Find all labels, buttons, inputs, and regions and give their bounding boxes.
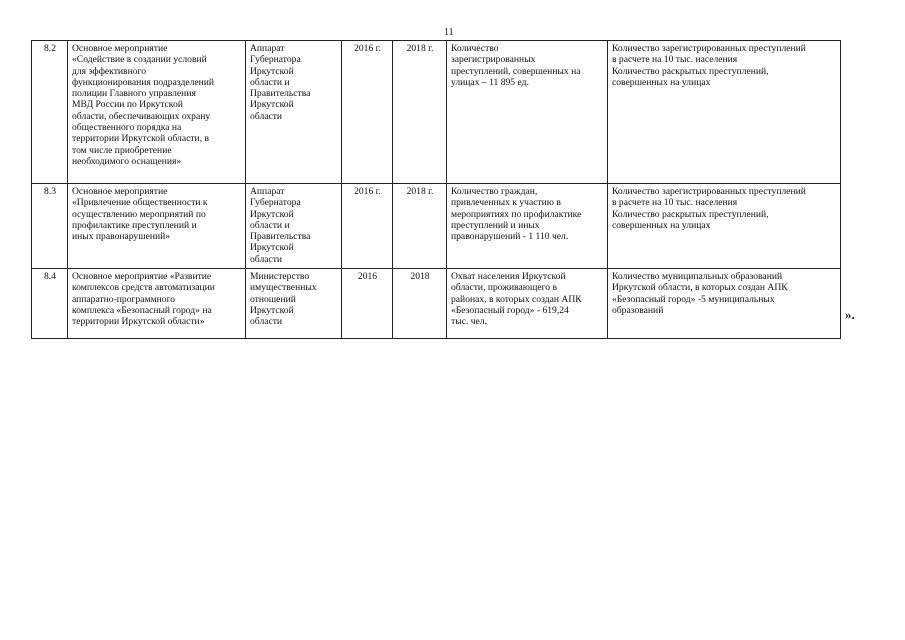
row-number: 8.4: [32, 269, 68, 339]
table-row: [32, 41, 841, 184]
expected-result: Количество граждан, привлеченных к участию в мероприятиях по профилактике преступлений и иных правонарушений - 1 110 чел.: [447, 184, 608, 269]
start-year: 2016 г.: [342, 184, 393, 269]
event-name: Основное мероприятие «Содействие в создании условий для эффективного функционирования подразделений полиции Главного управления МВД России по Иркутской области, обеспечивающих охрану общественного порядка на территории Иркутской области, в том числе приобретение необходимого оснащения»: [68, 41, 246, 184]
page-number: 11: [444, 27, 454, 38]
target-indicators: Количество зарегистрированных преступлений в расчете на 10 тыс. населения Количество раскрытых преступлений, совершенных на улицах: [608, 184, 841, 269]
executor: Аппарат Губернатора Иркутской области и Правительства Иркутской области: [246, 41, 342, 184]
start-year: 2016 г.: [342, 41, 393, 184]
end-year: 2018 г.: [393, 184, 447, 269]
target-indicators: Количество муниципальных образований Иркутской области, в которых создан АПК «Безопасный город» -5 муниципальных образований: [608, 269, 841, 339]
start-year: 2016: [342, 269, 393, 339]
table-row: [32, 269, 841, 339]
event-name: Основное мероприятие «Привлечение общественности к осуществлению мероприятий по профилактике преступлений и иных правонарушений»: [68, 184, 246, 269]
program-activities-table: [31, 40, 841, 339]
expected-result: Количество зарегистрированных преступлений, совершенных на улицах – 11 895 ед.: [447, 41, 608, 184]
closing-quote-mark: ».: [845, 307, 855, 322]
executor: Аппарат Губернатора Иркутской области и Правительства Иркутской области: [246, 184, 342, 269]
end-year: 2018: [393, 269, 447, 339]
row-number: 8.3: [32, 184, 68, 269]
executor: Министерство имущественных отношений Иркутской области: [246, 269, 342, 339]
event-name: Основное мероприятие «Развитие комплексов средств автоматизации аппаратно-программного комплекса «Безопасный город» на территории Иркутской области»: [68, 269, 246, 339]
target-indicators: Количество зарегистрированных преступлений в расчете на 10 тыс. населения Количество раскрытых преступлений, совершенных на улицах: [608, 41, 841, 184]
end-year: 2018 г.: [393, 41, 447, 184]
row-number: 8.2: [32, 41, 68, 184]
table-row: [32, 184, 841, 269]
expected-result: Охват населения Иркутской области, проживающего в районах, в которых создан АПК «Безопасный город» - 619,24 тыс. чел.: [447, 269, 608, 339]
